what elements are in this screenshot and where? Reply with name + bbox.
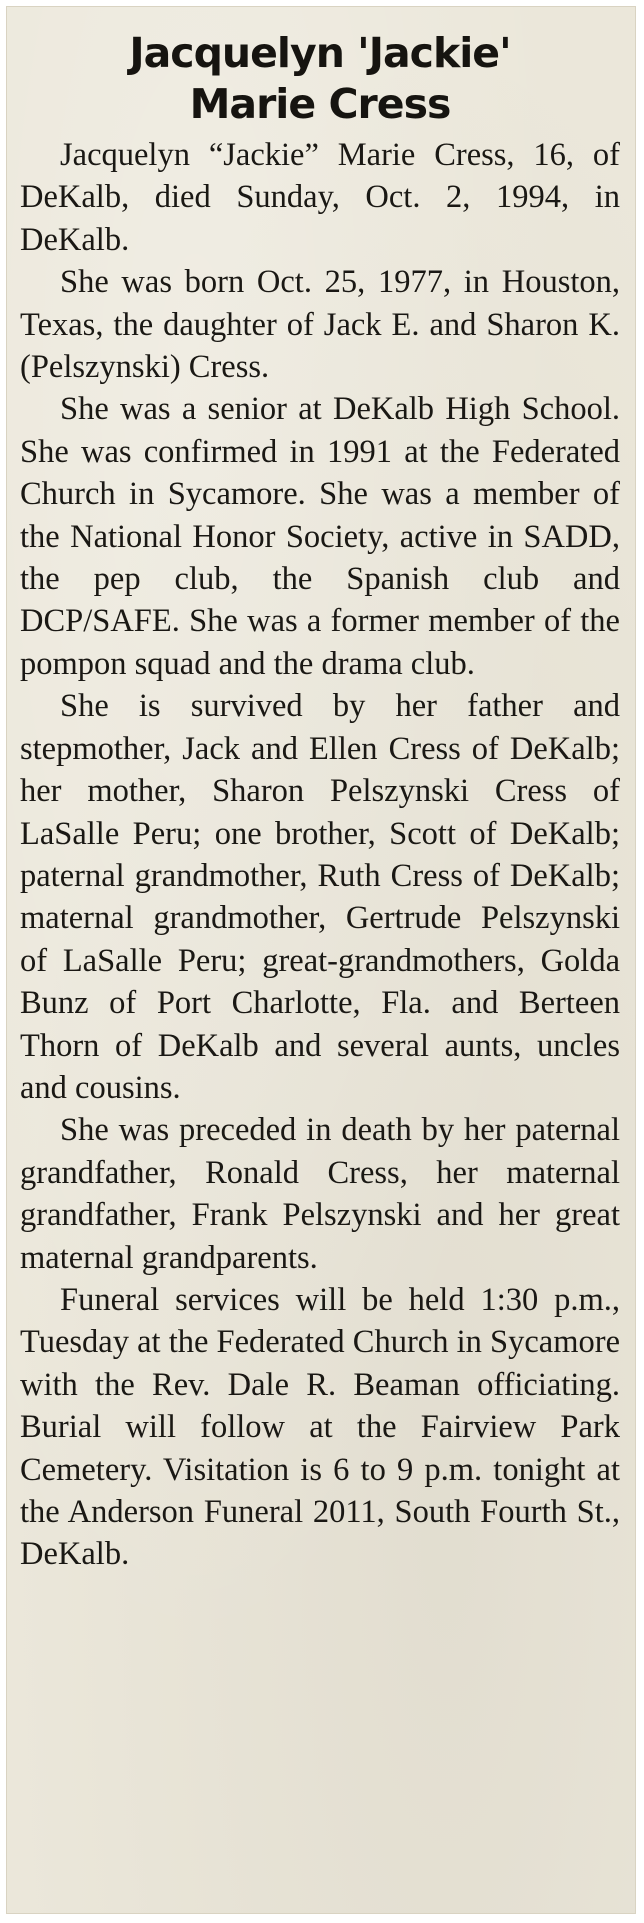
headline-line-2: Marie Cress xyxy=(189,80,451,128)
obituary-body xyxy=(20,134,620,1576)
obituary-headline xyxy=(20,28,620,130)
paragraph-funeral-services: Funeral services will be held 1:30 p.m., Tuesday at the Federated Church in Sycamore with the Rev. Dale R. Beaman officiating. Burial will follow at the Fairview Park Cemetery. Visitation is 6 to 9 p.m. tonight at the Anderson Funeral 2011, South Fourth St., DeKalb. xyxy=(20,1281,620,1573)
paragraph-survivors: She is survived by her father and stepmother, Jack and Ellen Cress of DeKalb; her mother, Sharon Pelszynski Cress of LaSalle Peru; one brother, Scott of DeKalb; paternal grandmother, Ruth Cress of DeKalb; maternal grandmother, Gertrude Pelszynski of LaSalle Peru; great-grandmothers, Golda Bunz of Port Charlotte, Fla. and Berteen Thorn of DeKalb and several aunts, uncles and cousins. xyxy=(20,688,620,1106)
headline-line-1: Jacquelyn 'Jackie' xyxy=(129,29,511,77)
paragraph-school-activities: She was a senior at DeKalb High School. She was confirmed in 1991 at the Federated Church in Sycamore. She was a member of the National Honor Society, active in SADD, the pep club, the Spanish club and DCP/SAFE. She was a former member of the pompon squad and the drama club. xyxy=(20,391,620,682)
newspaper-clipping xyxy=(6,6,636,1914)
paragraph-birth: She was born Oct. 25, 1977, in Houston, Texas, the daughter of Jack E. and Sharon K. (Pelszynski) Cress. xyxy=(20,264,620,386)
paragraph-preceded-in-death: She was preceded in death by her paternal grandfather, Ronald Cress, her maternal grandfather, Frank Pelszynski and her great maternal grandparents. xyxy=(20,1112,620,1276)
paragraph-death-notice: Jacquelyn “Jackie” Marie Cress, 16, of DeKalb, died Sunday, Oct. 2, 1994, in DeKalb. xyxy=(20,137,620,258)
